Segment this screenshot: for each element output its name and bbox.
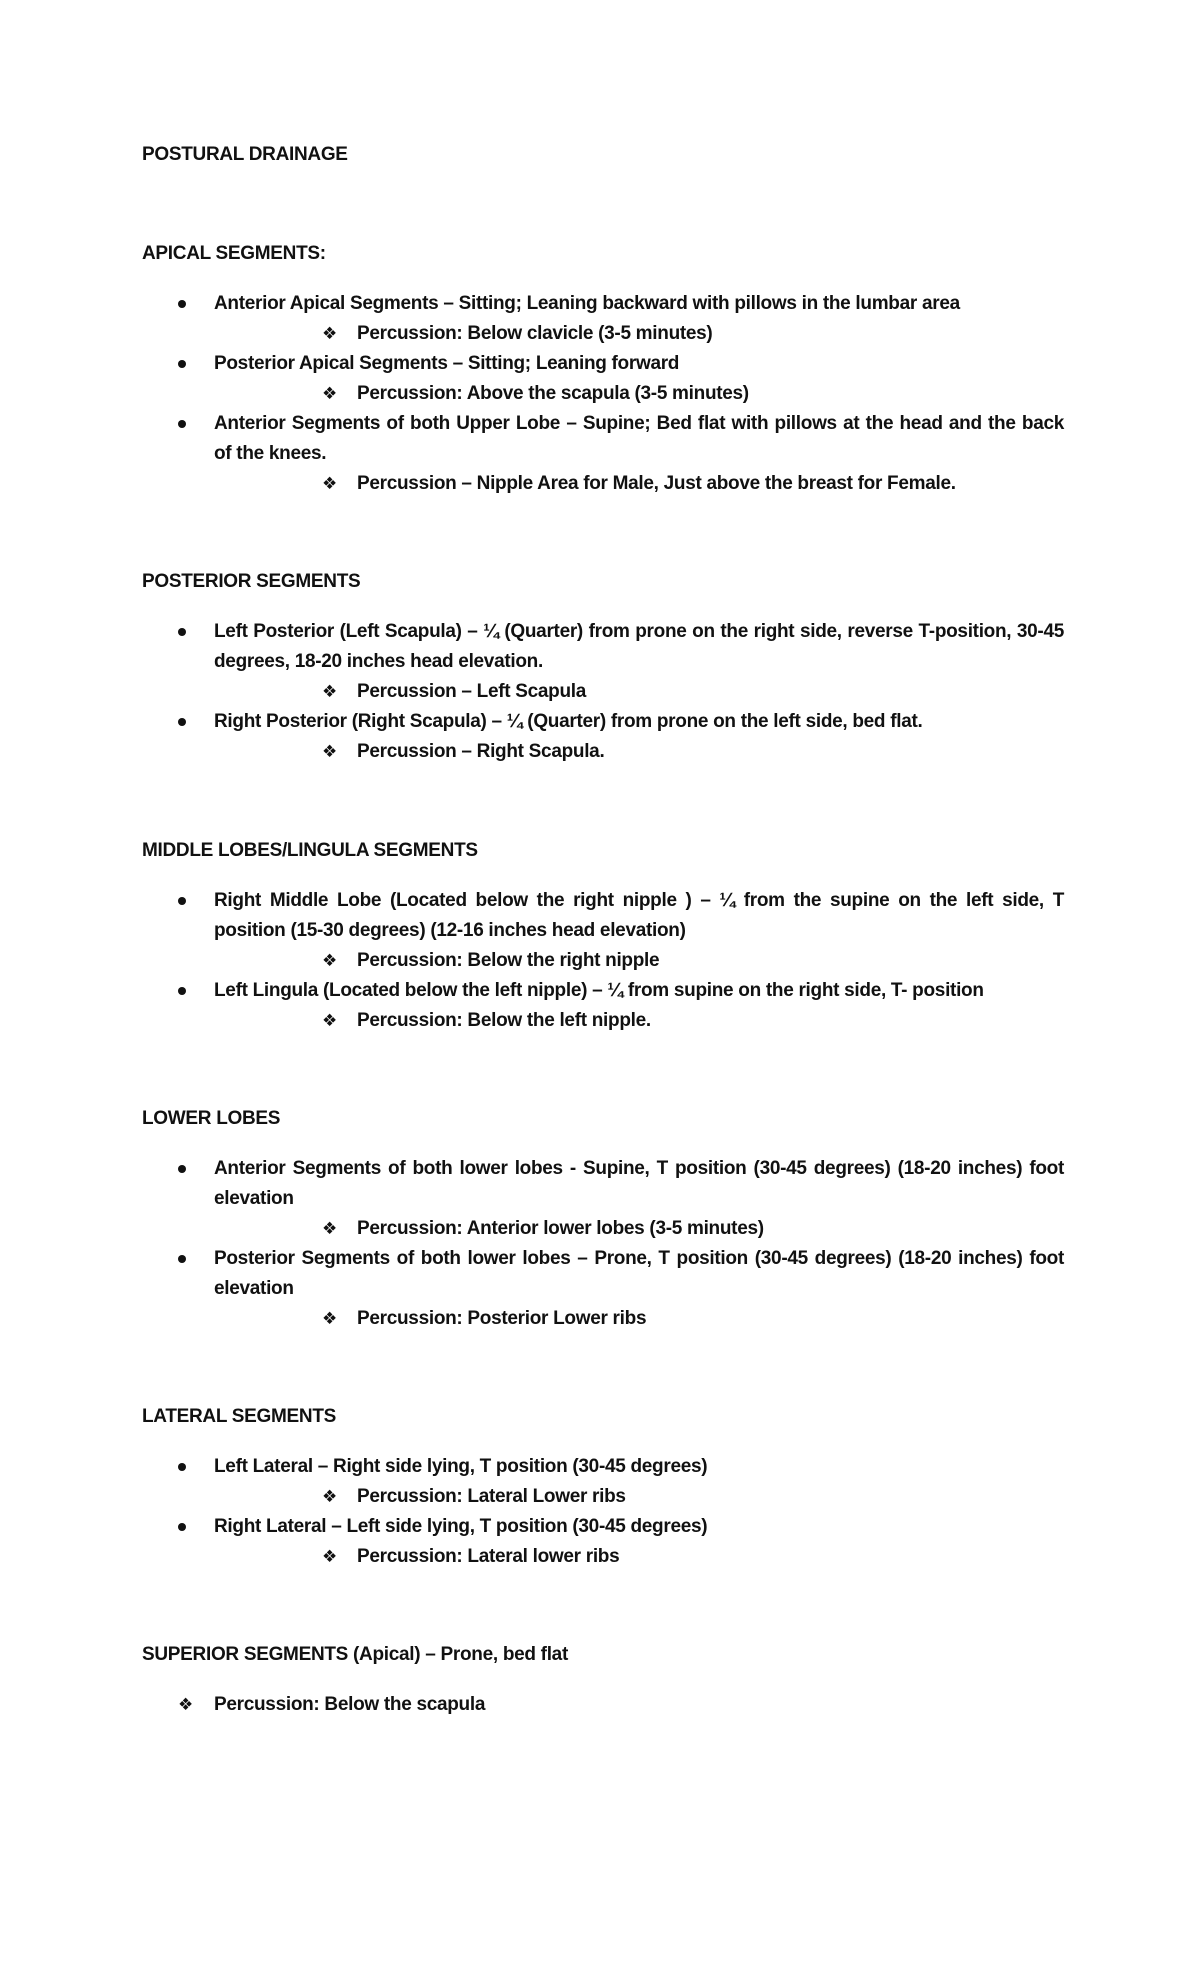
item-text: Left Lingula (Located below the left nipple) – ¼ from supine on the right side, T- position bbox=[214, 980, 984, 1001]
percussion-note bbox=[214, 319, 1064, 349]
item-text: Left Posterior (Left Scapula) – ¼ (Quarter) from prone on the right side, reverse T-position, 30-45 degrees, 18-20 inches head elevation. bbox=[214, 621, 1064, 672]
percussion-text: Percussion: Lateral lower ribs bbox=[357, 1546, 620, 1567]
diamond-bullet-icon: ❖ bbox=[322, 951, 337, 970]
percussion-note bbox=[214, 1482, 1064, 1512]
item-text: Anterior Segments of both Upper Lobe – Supine; Bed flat with pillows at the head and the back of the knees. bbox=[214, 413, 1064, 464]
list-item bbox=[142, 1512, 1064, 1572]
diamond-bullet-icon: ❖ bbox=[322, 682, 337, 701]
percussion-text: Percussion: Posterior Lower ribs bbox=[357, 1308, 647, 1329]
section-heading: LATERAL SEGMENTS bbox=[142, 1406, 337, 1427]
item-text: Right Middle Lobe (Located below the right nipple ) – ¼ from the supine on the left side, T position (15-30 degrees) (12-16 inches head elevation) bbox=[214, 890, 1064, 941]
section-middle-lobes-lingula bbox=[142, 836, 1064, 1036]
bullet-icon bbox=[178, 718, 186, 726]
diamond-bullet-icon: ❖ bbox=[322, 1011, 337, 1030]
diamond-bullet-icon: ❖ bbox=[322, 1487, 337, 1506]
diamond-bullet-icon: ❖ bbox=[322, 384, 337, 403]
percussion-text: Percussion: Below the left nipple. bbox=[357, 1010, 651, 1031]
bullet-icon bbox=[178, 1255, 186, 1263]
percussion-text: Percussion – Right Scapula. bbox=[357, 741, 605, 762]
percussion-note bbox=[214, 1304, 1064, 1334]
diamond-bullet-icon: ❖ bbox=[322, 324, 337, 343]
percussion-text: Percussion: Below the scapula bbox=[214, 1694, 486, 1715]
diamond-bullet-icon: ❖ bbox=[178, 1695, 193, 1714]
section-heading: LOWER LOBES bbox=[142, 1108, 281, 1129]
diamond-bullet-icon: ❖ bbox=[322, 1547, 337, 1566]
bullet-icon bbox=[178, 360, 186, 368]
section-heading: MIDDLE LOBES/LINGULA SEGMENTS bbox=[142, 840, 478, 861]
percussion-note bbox=[214, 379, 1064, 409]
bullet-icon bbox=[178, 1523, 186, 1531]
list-item bbox=[142, 1452, 1064, 1512]
percussion-note bbox=[214, 1542, 1064, 1572]
list-item bbox=[142, 886, 1064, 976]
percussion-text: Percussion: Below clavicle (3-5 minutes) bbox=[357, 323, 713, 344]
item-text: Posterior Segments of both lower lobes – Prone, T position (30-45 degrees) (18-20 inches) foot elevation bbox=[214, 1248, 1064, 1299]
section-superior-segments bbox=[142, 1640, 1064, 1720]
percussion-text: Percussion: Anterior lower lobes (3-5 minutes) bbox=[357, 1218, 764, 1239]
list-item bbox=[142, 1244, 1064, 1334]
percussion-text: Percussion – Nipple Area for Male, Just above the breast for Female. bbox=[357, 473, 956, 494]
item-text: Left Lateral – Right side lying, T position (30-45 degrees) bbox=[214, 1456, 708, 1477]
percussion-text: Percussion: Lateral Lower ribs bbox=[357, 1486, 626, 1507]
percussion-note bbox=[214, 677, 1064, 707]
list-item bbox=[142, 349, 1064, 409]
list-item bbox=[142, 707, 1064, 767]
percussion-note bbox=[214, 1006, 1064, 1036]
section-heading: SUPERIOR SEGMENTS (Apical) – Prone, bed flat bbox=[142, 1644, 568, 1665]
section-heading: APICAL SEGMENTS: bbox=[142, 243, 326, 264]
bullet-icon bbox=[178, 420, 186, 428]
bullet-list bbox=[142, 289, 1064, 499]
bullet-icon bbox=[178, 897, 186, 905]
document-title: POSTURAL DRAINAGE bbox=[142, 144, 348, 165]
item-text: Anterior Segments of both lower lobes - Supine, T position (30-45 degrees) (18-20 inches) foot elevation bbox=[214, 1158, 1064, 1209]
bullet-list bbox=[142, 617, 1064, 767]
bullet-list bbox=[142, 1452, 1064, 1572]
bullet-icon bbox=[178, 1165, 186, 1173]
percussion-note bbox=[214, 469, 1064, 499]
percussion-note bbox=[142, 1690, 1064, 1720]
section-posterior-segments bbox=[142, 567, 1064, 767]
diamond-bullet-icon: ❖ bbox=[322, 1309, 337, 1328]
section-lower-lobes bbox=[142, 1104, 1064, 1334]
list-item bbox=[142, 617, 1064, 707]
list-item bbox=[142, 976, 1064, 1036]
percussion-text: Percussion – Left Scapula bbox=[357, 681, 587, 702]
bullet-icon bbox=[178, 628, 186, 636]
percussion-note bbox=[214, 1214, 1064, 1244]
bullet-icon bbox=[178, 987, 186, 995]
diamond-bullet-icon: ❖ bbox=[322, 1219, 337, 1238]
item-text: Anterior Apical Segments – Sitting; Leaning backward with pillows in the lumbar area bbox=[214, 293, 960, 314]
list-item bbox=[142, 409, 1064, 499]
percussion-note bbox=[214, 737, 1064, 767]
list-item bbox=[142, 1154, 1064, 1244]
list-item bbox=[142, 289, 1064, 349]
section-heading: POSTERIOR SEGMENTS bbox=[142, 571, 361, 592]
section-apical-segments bbox=[142, 239, 1064, 499]
section-lateral-segments bbox=[142, 1402, 1064, 1572]
diamond-bullet-icon: ❖ bbox=[322, 474, 337, 493]
item-text: Posterior Apical Segments – Sitting; Leaning forward bbox=[214, 353, 680, 374]
bullet-list bbox=[142, 1154, 1064, 1334]
diamond-bullet-icon: ❖ bbox=[322, 742, 337, 761]
bullet-list bbox=[142, 886, 1064, 1036]
percussion-text: Percussion: Below the right nipple bbox=[357, 950, 660, 971]
percussion-note bbox=[214, 946, 1064, 976]
bullet-icon bbox=[178, 1463, 186, 1471]
percussion-text: Percussion: Above the scapula (3-5 minutes) bbox=[357, 383, 749, 404]
bullet-icon bbox=[178, 300, 186, 308]
item-text: Right Lateral – Left side lying, T position (30-45 degrees) bbox=[214, 1516, 708, 1537]
item-text: Right Posterior (Right Scapula) – ¼ (Quarter) from prone on the left side, bed flat. bbox=[214, 711, 923, 732]
